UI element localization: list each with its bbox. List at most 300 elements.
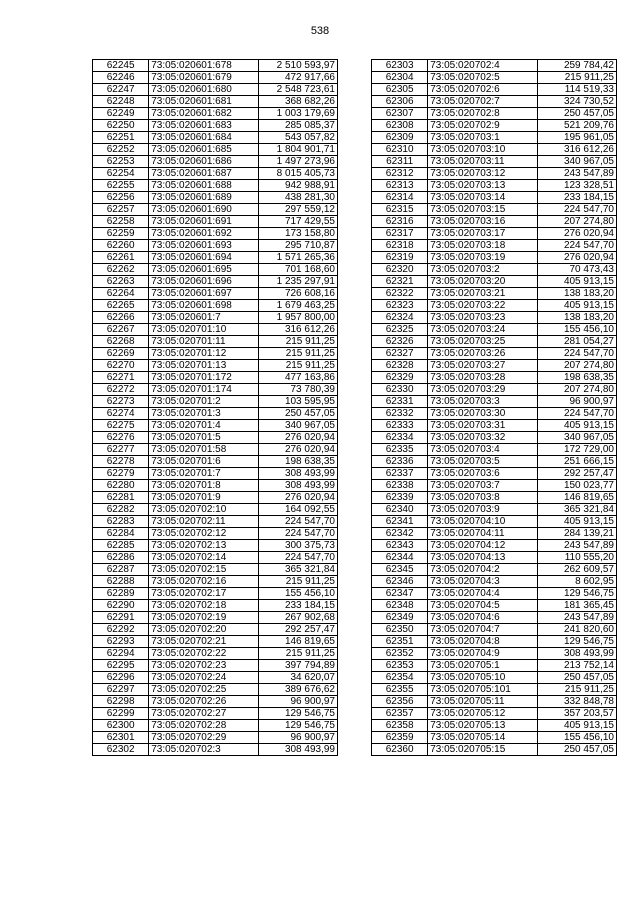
table-row — [93, 744, 338, 756]
row-number-cell: 62334 — [372, 432, 428, 444]
cadastral-number-cell: 73:05:020701:172 — [149, 372, 258, 384]
table-row — [93, 660, 338, 672]
row-number-cell: 62270 — [93, 360, 149, 372]
records-table-right-body — [372, 60, 617, 756]
cadastral-number-cell: 73:05:020601:690 — [149, 204, 258, 216]
row-number-cell: 62250 — [93, 120, 149, 132]
table-row — [93, 216, 338, 228]
cadastral-number-cell: 73:05:020705:1 — [428, 660, 537, 672]
row-number-cell: 62300 — [93, 720, 149, 732]
value-cell: 173 158,80 — [258, 228, 337, 240]
row-number-cell: 62245 — [93, 60, 149, 72]
cadastral-number-cell: 73:05:020702:22 — [149, 648, 258, 660]
row-number-cell: 62288 — [93, 576, 149, 588]
table-row — [93, 72, 338, 84]
cadastral-number-cell: 73:05:020704:3 — [428, 576, 537, 588]
value-cell: 155 456,10 — [537, 732, 616, 744]
row-number-cell: 62358 — [372, 720, 428, 732]
table-row — [93, 696, 338, 708]
row-number-cell: 62259 — [93, 228, 149, 240]
table-row — [93, 576, 338, 588]
cadastral-number-cell: 73:05:020601:678 — [149, 60, 258, 72]
value-cell: 181 365,45 — [537, 600, 616, 612]
row-number-cell: 62335 — [372, 444, 428, 456]
cadastral-number-cell: 73:05:020704:2 — [428, 564, 537, 576]
value-cell: 129 546,75 — [258, 708, 337, 720]
row-number-cell: 62293 — [93, 636, 149, 648]
value-cell: 243 547,89 — [537, 168, 616, 180]
cadastral-number-cell: 73:05:020601:7 — [149, 312, 258, 324]
value-cell: 405 913,15 — [537, 720, 616, 732]
value-cell: 701 168,60 — [258, 264, 337, 276]
cadastral-number-cell: 73:05:020701:6 — [149, 456, 258, 468]
value-cell: 717 429,55 — [258, 216, 337, 228]
row-number-cell: 62321 — [372, 276, 428, 288]
row-number-cell: 62255 — [93, 180, 149, 192]
cadastral-number-cell: 73:05:020601:682 — [149, 108, 258, 120]
cadastral-number-cell: 73:05:020601:687 — [149, 168, 258, 180]
table-row — [372, 528, 617, 540]
cadastral-number-cell: 73:05:020703:10 — [428, 144, 537, 156]
cadastral-number-cell: 73:05:020701:58 — [149, 444, 258, 456]
table-row — [372, 96, 617, 108]
table-row — [93, 324, 338, 336]
records-table-left — [92, 59, 338, 756]
value-cell: 241 820,60 — [537, 624, 616, 636]
value-cell: 155 456,10 — [537, 324, 616, 336]
table-row — [93, 732, 338, 744]
cadastral-number-cell: 73:05:020702:24 — [149, 672, 258, 684]
table-row — [372, 276, 617, 288]
cadastral-number-cell: 73:05:020701:11 — [149, 336, 258, 348]
row-number-cell: 62319 — [372, 252, 428, 264]
table-row — [372, 456, 617, 468]
table-row — [372, 420, 617, 432]
table-row — [372, 60, 617, 72]
cadastral-number-cell: 73:05:020601:686 — [149, 156, 258, 168]
value-cell: 129 546,75 — [258, 720, 337, 732]
cadastral-number-cell: 73:05:020703:30 — [428, 408, 537, 420]
cadastral-number-cell: 73:05:020705:15 — [428, 744, 537, 756]
row-number-cell: 62352 — [372, 648, 428, 660]
table-row — [93, 348, 338, 360]
table-row — [93, 132, 338, 144]
cadastral-number-cell: 73:05:020601:683 — [149, 120, 258, 132]
table-row — [93, 372, 338, 384]
value-cell: 2 548 723,61 — [258, 84, 337, 96]
table-row — [93, 492, 338, 504]
cadastral-number-cell: 73:05:020703:6 — [428, 468, 537, 480]
row-number-cell: 62337 — [372, 468, 428, 480]
table-row — [93, 708, 338, 720]
cadastral-number-cell: 73:05:020702:21 — [149, 636, 258, 648]
row-number-cell: 62275 — [93, 420, 149, 432]
table-row — [372, 372, 617, 384]
value-cell: 250 457,05 — [537, 672, 616, 684]
table-row — [93, 144, 338, 156]
cadastral-number-cell: 73:05:020601:693 — [149, 240, 258, 252]
table-row — [372, 108, 617, 120]
value-cell: 207 274,80 — [537, 216, 616, 228]
row-number-cell: 62302 — [93, 744, 149, 756]
cadastral-number-cell: 73:05:020701:13 — [149, 360, 258, 372]
value-cell: 300 375,73 — [258, 540, 337, 552]
row-number-cell: 62272 — [93, 384, 149, 396]
cadastral-number-cell: 73:05:020601:697 — [149, 288, 258, 300]
row-number-cell: 62283 — [93, 516, 149, 528]
value-cell: 70 473,43 — [537, 264, 616, 276]
row-number-cell: 62265 — [93, 300, 149, 312]
value-cell: 198 638,35 — [258, 456, 337, 468]
cadastral-number-cell: 73:05:020703:8 — [428, 492, 537, 504]
row-number-cell: 62360 — [372, 744, 428, 756]
cadastral-number-cell: 73:05:020702:7 — [428, 96, 537, 108]
row-number-cell: 62287 — [93, 564, 149, 576]
cadastral-number-cell: 73:05:020601:696 — [149, 276, 258, 288]
table-row — [93, 540, 338, 552]
value-cell: 155 456,10 — [258, 588, 337, 600]
table-row — [372, 600, 617, 612]
cadastral-number-cell: 73:05:020705:14 — [428, 732, 537, 744]
table-row — [372, 168, 617, 180]
value-cell: 251 666,15 — [537, 456, 616, 468]
value-cell: 1 679 463,25 — [258, 300, 337, 312]
value-cell: 213 752,14 — [537, 660, 616, 672]
cadastral-number-cell: 73:05:020703:21 — [428, 288, 537, 300]
table-row — [372, 348, 617, 360]
cadastral-number-cell: 73:05:020702:15 — [149, 564, 258, 576]
row-number-cell: 62312 — [372, 168, 428, 180]
value-cell: 129 546,75 — [537, 636, 616, 648]
table-row — [93, 276, 338, 288]
table-row — [93, 444, 338, 456]
table-row — [372, 648, 617, 660]
value-cell: 292 257,47 — [258, 624, 337, 636]
cadastral-number-cell: 73:05:020705:11 — [428, 696, 537, 708]
cadastral-number-cell: 73:05:020703:12 — [428, 168, 537, 180]
value-cell: 224 547,70 — [258, 528, 337, 540]
cadastral-number-cell: 73:05:020601:698 — [149, 300, 258, 312]
cadastral-number-cell: 73:05:020701:9 — [149, 492, 258, 504]
value-cell: 150 023,77 — [537, 480, 616, 492]
row-number-cell: 62279 — [93, 468, 149, 480]
cadastral-number-cell: 73:05:020601:689 — [149, 192, 258, 204]
table-row — [93, 60, 338, 72]
cadastral-number-cell: 73:05:020702:17 — [149, 588, 258, 600]
value-cell: 164 092,55 — [258, 504, 337, 516]
table-row — [372, 504, 617, 516]
table-row — [372, 480, 617, 492]
table-row — [93, 240, 338, 252]
row-number-cell: 62264 — [93, 288, 149, 300]
cadastral-number-cell: 73:05:020702:12 — [149, 528, 258, 540]
value-cell: 276 020,94 — [258, 432, 337, 444]
value-cell: 233 184,15 — [537, 192, 616, 204]
table-row — [93, 456, 338, 468]
value-cell: 243 547,89 — [537, 540, 616, 552]
cadastral-number-cell: 73:05:020704:12 — [428, 540, 537, 552]
cadastral-number-cell: 73:05:020601:684 — [149, 132, 258, 144]
cadastral-number-cell: 73:05:020701:10 — [149, 324, 258, 336]
cadastral-number-cell: 73:05:020703:18 — [428, 240, 537, 252]
cadastral-number-cell: 73:05:020704:8 — [428, 636, 537, 648]
cadastral-number-cell: 73:05:020702:4 — [428, 60, 537, 72]
table-row — [372, 540, 617, 552]
row-number-cell: 62295 — [93, 660, 149, 672]
value-cell: 472 917,66 — [258, 72, 337, 84]
row-number-cell: 62298 — [93, 696, 149, 708]
row-number-cell: 62350 — [372, 624, 428, 636]
row-number-cell: 62340 — [372, 504, 428, 516]
table-row — [93, 312, 338, 324]
value-cell: 138 183,20 — [537, 288, 616, 300]
cadastral-number-cell: 73:05:020701:4 — [149, 420, 258, 432]
value-cell: 207 274,80 — [537, 384, 616, 396]
row-number-cell: 62324 — [372, 312, 428, 324]
row-number-cell: 62306 — [372, 96, 428, 108]
table-row — [372, 468, 617, 480]
value-cell: 129 546,75 — [537, 588, 616, 600]
row-number-cell: 62313 — [372, 180, 428, 192]
table-row — [372, 216, 617, 228]
value-cell: 250 457,05 — [258, 408, 337, 420]
cadastral-number-cell: 73:05:020704:13 — [428, 552, 537, 564]
row-number-cell: 62252 — [93, 144, 149, 156]
row-number-cell: 62289 — [93, 588, 149, 600]
cadastral-number-cell: 73:05:020704:7 — [428, 624, 537, 636]
value-cell: 215 911,25 — [258, 576, 337, 588]
row-number-cell: 62277 — [93, 444, 149, 456]
cadastral-number-cell: 73:05:020703:28 — [428, 372, 537, 384]
row-number-cell: 62327 — [372, 348, 428, 360]
value-cell: 8 602,95 — [537, 576, 616, 588]
row-number-cell: 62276 — [93, 432, 149, 444]
row-number-cell: 62305 — [372, 84, 428, 96]
row-number-cell: 62271 — [93, 372, 149, 384]
value-cell: 1 235 297,91 — [258, 276, 337, 288]
value-cell: 215 911,25 — [258, 648, 337, 660]
row-number-cell: 62257 — [93, 204, 149, 216]
table-row — [93, 624, 338, 636]
table-row — [372, 744, 617, 756]
table-row — [372, 144, 617, 156]
row-number-cell: 62349 — [372, 612, 428, 624]
cadastral-number-cell: 73:05:020702:20 — [149, 624, 258, 636]
value-cell: 397 794,89 — [258, 660, 337, 672]
cadastral-number-cell: 73:05:020703:15 — [428, 204, 537, 216]
value-cell: 405 913,15 — [537, 276, 616, 288]
row-number-cell: 62291 — [93, 612, 149, 624]
row-number-cell: 62267 — [93, 324, 149, 336]
cadastral-number-cell: 73:05:020705:13 — [428, 720, 537, 732]
cadastral-number-cell: 73:05:020705:10 — [428, 672, 537, 684]
value-cell: 1 804 901,71 — [258, 144, 337, 156]
row-number-cell: 62263 — [93, 276, 149, 288]
table-row — [93, 396, 338, 408]
cadastral-number-cell: 73:05:020703:1 — [428, 132, 537, 144]
cadastral-number-cell: 73:05:020601:691 — [149, 216, 258, 228]
table-row — [93, 108, 338, 120]
cadastral-number-cell: 73:05:020703:17 — [428, 228, 537, 240]
table-row — [372, 156, 617, 168]
value-cell: 276 020,94 — [258, 444, 337, 456]
cadastral-number-cell: 73:05:020701:3 — [149, 408, 258, 420]
value-cell: 224 547,70 — [537, 408, 616, 420]
row-number-cell: 62314 — [372, 192, 428, 204]
table-row — [93, 636, 338, 648]
row-number-cell: 62343 — [372, 540, 428, 552]
table-row — [93, 120, 338, 132]
table-row — [93, 516, 338, 528]
cadastral-number-cell: 73:05:020703:11 — [428, 156, 537, 168]
row-number-cell: 62278 — [93, 456, 149, 468]
cadastral-number-cell: 73:05:020601:679 — [149, 72, 258, 84]
value-cell: 477 163,86 — [258, 372, 337, 384]
cadastral-number-cell: 73:05:020703:27 — [428, 360, 537, 372]
cadastral-number-cell: 73:05:020702:18 — [149, 600, 258, 612]
row-number-cell: 62307 — [372, 108, 428, 120]
table-row — [93, 408, 338, 420]
row-number-cell: 62310 — [372, 144, 428, 156]
row-number-cell: 62356 — [372, 696, 428, 708]
value-cell: 146 819,65 — [258, 636, 337, 648]
value-cell: 2 510 593,97 — [258, 60, 337, 72]
value-cell: 308 493,99 — [258, 468, 337, 480]
row-number-cell: 62266 — [93, 312, 149, 324]
cadastral-number-cell: 73:05:020701:7 — [149, 468, 258, 480]
cadastral-number-cell: 73:05:020702:28 — [149, 720, 258, 732]
cadastral-number-cell: 73:05:020702:9 — [428, 120, 537, 132]
table-row — [93, 480, 338, 492]
cadastral-number-cell: 73:05:020703:25 — [428, 336, 537, 348]
cadastral-number-cell: 73:05:020703:14 — [428, 192, 537, 204]
records-table-right — [371, 59, 617, 756]
table-row — [93, 84, 338, 96]
value-cell: 308 493,99 — [258, 480, 337, 492]
row-number-cell: 62260 — [93, 240, 149, 252]
row-number-cell: 62341 — [372, 516, 428, 528]
cadastral-number-cell: 73:05:020702:11 — [149, 516, 258, 528]
cadastral-number-cell: 73:05:020703:31 — [428, 420, 537, 432]
table-row — [372, 696, 617, 708]
row-number-cell: 62285 — [93, 540, 149, 552]
cadastral-number-cell: 73:05:020702:5 — [428, 72, 537, 84]
cadastral-number-cell: 73:05:020702:13 — [149, 540, 258, 552]
row-number-cell: 62345 — [372, 564, 428, 576]
row-number-cell: 62253 — [93, 156, 149, 168]
value-cell: 138 183,20 — [537, 312, 616, 324]
table-row — [372, 360, 617, 372]
value-cell: 34 620,07 — [258, 672, 337, 684]
table-row — [372, 636, 617, 648]
row-number-cell: 62317 — [372, 228, 428, 240]
value-cell: 224 547,70 — [258, 552, 337, 564]
table-row — [372, 588, 617, 600]
value-cell: 73 780,39 — [258, 384, 337, 396]
table-row — [372, 576, 617, 588]
row-number-cell: 62347 — [372, 588, 428, 600]
row-number-cell: 62301 — [93, 732, 149, 744]
cadastral-number-cell: 73:05:020704:6 — [428, 612, 537, 624]
value-cell: 340 967,05 — [537, 156, 616, 168]
row-number-cell: 62304 — [372, 72, 428, 84]
table-row — [372, 516, 617, 528]
cadastral-number-cell: 73:05:020704:11 — [428, 528, 537, 540]
row-number-cell: 62254 — [93, 168, 149, 180]
cadastral-number-cell: 73:05:020702:23 — [149, 660, 258, 672]
cadastral-number-cell: 73:05:020704:10 — [428, 516, 537, 528]
row-number-cell: 62344 — [372, 552, 428, 564]
table-row — [372, 180, 617, 192]
table-row — [372, 408, 617, 420]
row-number-cell: 62296 — [93, 672, 149, 684]
table-row — [93, 168, 338, 180]
row-number-cell: 62274 — [93, 408, 149, 420]
row-number-cell: 62320 — [372, 264, 428, 276]
value-cell: 96 900,97 — [258, 732, 337, 744]
table-row — [372, 624, 617, 636]
row-number-cell: 62268 — [93, 336, 149, 348]
cadastral-number-cell: 73:05:020703:26 — [428, 348, 537, 360]
table-row — [93, 648, 338, 660]
value-cell: 276 020,94 — [258, 492, 337, 504]
table-row — [93, 432, 338, 444]
table-row — [372, 612, 617, 624]
value-cell: 316 612,26 — [258, 324, 337, 336]
cadastral-number-cell: 73:05:020701:2 — [149, 396, 258, 408]
cadastral-number-cell: 73:05:020703:24 — [428, 324, 537, 336]
records-table-left-body — [93, 60, 338, 756]
value-cell: 243 547,89 — [537, 612, 616, 624]
row-number-cell: 62332 — [372, 408, 428, 420]
row-number-cell: 62280 — [93, 480, 149, 492]
table-row — [372, 120, 617, 132]
table-row — [93, 288, 338, 300]
row-number-cell: 62323 — [372, 300, 428, 312]
row-number-cell: 62353 — [372, 660, 428, 672]
value-cell: 276 020,94 — [537, 228, 616, 240]
value-cell: 405 913,15 — [537, 300, 616, 312]
table-row — [372, 492, 617, 504]
cadastral-number-cell: 73:05:020702:14 — [149, 552, 258, 564]
value-cell: 340 967,05 — [258, 420, 337, 432]
cadastral-number-cell: 73:05:020701:5 — [149, 432, 258, 444]
table-row — [93, 336, 338, 348]
table-row — [372, 84, 617, 96]
cadastral-number-cell: 73:05:020702:25 — [149, 684, 258, 696]
cadastral-number-cell: 73:05:020703:2 — [428, 264, 537, 276]
value-cell: 308 493,99 — [537, 648, 616, 660]
value-cell: 1 497 273,96 — [258, 156, 337, 168]
row-number-cell: 62348 — [372, 600, 428, 612]
cadastral-number-cell: 73:05:020703:22 — [428, 300, 537, 312]
value-cell: 198 638,35 — [537, 372, 616, 384]
table-row — [93, 612, 338, 624]
value-cell: 215 911,25 — [537, 684, 616, 696]
value-cell: 726 608,16 — [258, 288, 337, 300]
row-number-cell: 62311 — [372, 156, 428, 168]
cadastral-number-cell: 73:05:020705:12 — [428, 708, 537, 720]
table-row — [93, 228, 338, 240]
row-number-cell: 62342 — [372, 528, 428, 540]
cadastral-number-cell: 73:05:020702:16 — [149, 576, 258, 588]
table-row — [372, 240, 617, 252]
value-cell: 123 328,51 — [537, 180, 616, 192]
cadastral-number-cell: 73:05:020702:19 — [149, 612, 258, 624]
value-cell: 324 730,52 — [537, 96, 616, 108]
row-number-cell: 62315 — [372, 204, 428, 216]
table-row — [372, 564, 617, 576]
